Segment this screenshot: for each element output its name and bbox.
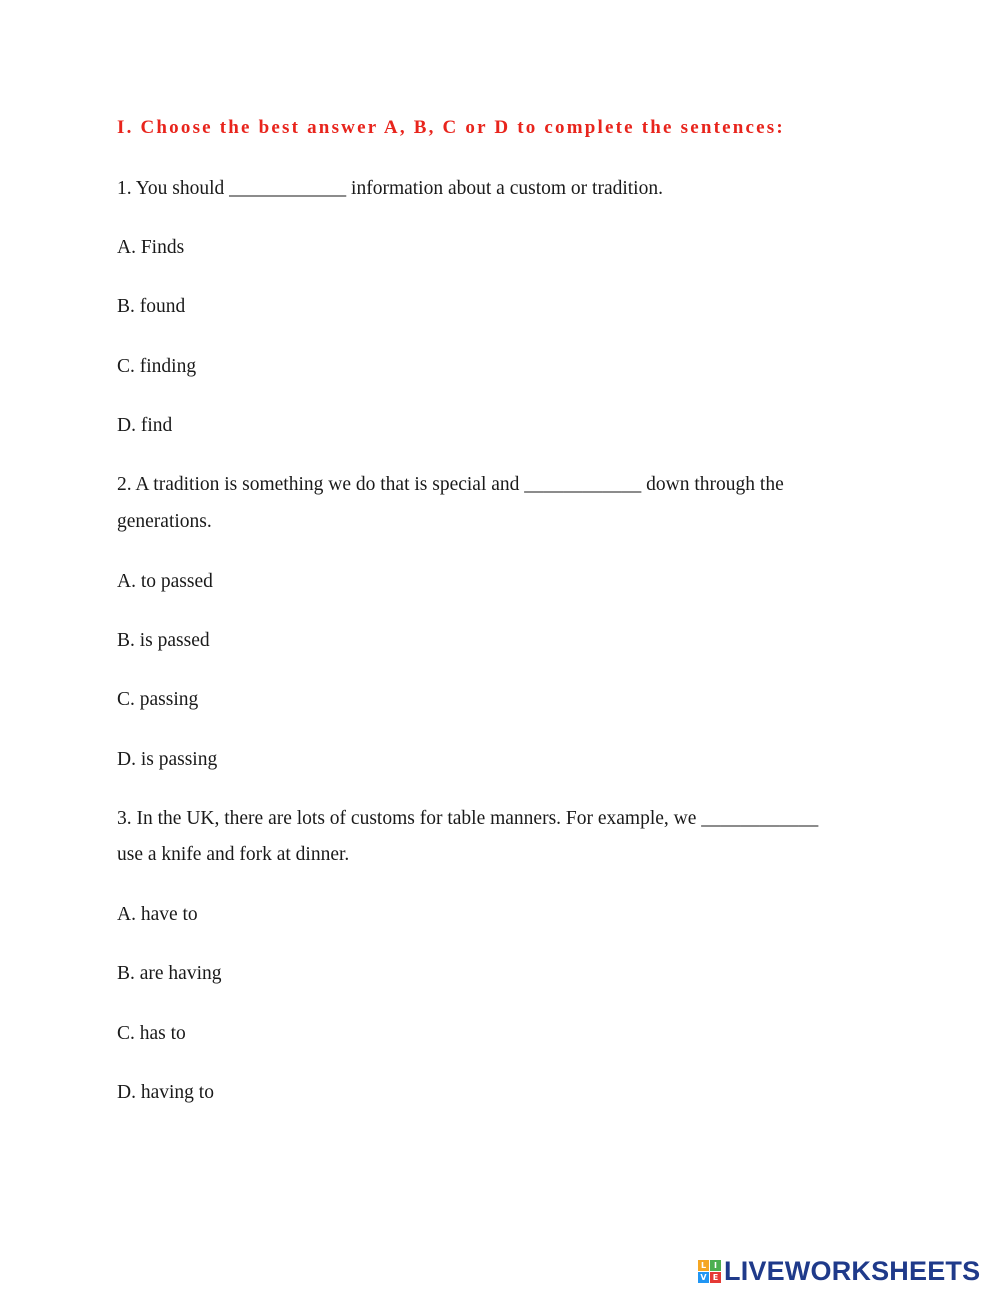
question-1-option-a[interactable]: A. Finds [117, 237, 185, 258]
question-2-option-b[interactable]: B. is passed [117, 630, 210, 651]
question-1-text: 1. You should ____________ information about a custom or tradition. [117, 178, 663, 199]
logo-block: I [710, 1260, 721, 1271]
question-1-option-c[interactable]: C. finding [117, 356, 197, 377]
question-2-text-continued: generations. [117, 511, 212, 532]
logo-blocks-icon [698, 1260, 721, 1283]
question-2-option-c[interactable]: C. passing [117, 689, 199, 710]
question-3-option-c[interactable]: C. has to [117, 1023, 186, 1044]
question-2-option-d[interactable]: D. is passing [117, 749, 218, 770]
section-heading: I. Choose the best answer A, B, C or D to complete the sentences: [117, 117, 785, 138]
question-2-text: 2. A tradition is something we do that is special and ____________ down through the [117, 474, 784, 495]
question-3-text-continued: use a knife and fork at dinner. [117, 844, 350, 865]
question-3-option-a[interactable]: A. have to [117, 904, 198, 925]
liveworksheets-logo [698, 1255, 980, 1287]
logo-block: E [710, 1272, 721, 1283]
question-3-option-d: D. having to [117, 1082, 214, 1103]
question-3-text: 3. In the UK, there are lots of customs for table manners. For example, we ____________ [117, 808, 819, 829]
question-1-option-b[interactable]: B. found [117, 296, 186, 317]
logo-block: V [698, 1272, 709, 1283]
question-2-option-a[interactable]: A. to passed [117, 571, 213, 592]
logo-text: LIVEWORKSHEETS [724, 1255, 981, 1286]
logo-block: L [698, 1260, 709, 1271]
question-1-option-d[interactable]: D. find [117, 415, 173, 436]
question-3-option-b[interactable]: B. are having [117, 963, 222, 984]
